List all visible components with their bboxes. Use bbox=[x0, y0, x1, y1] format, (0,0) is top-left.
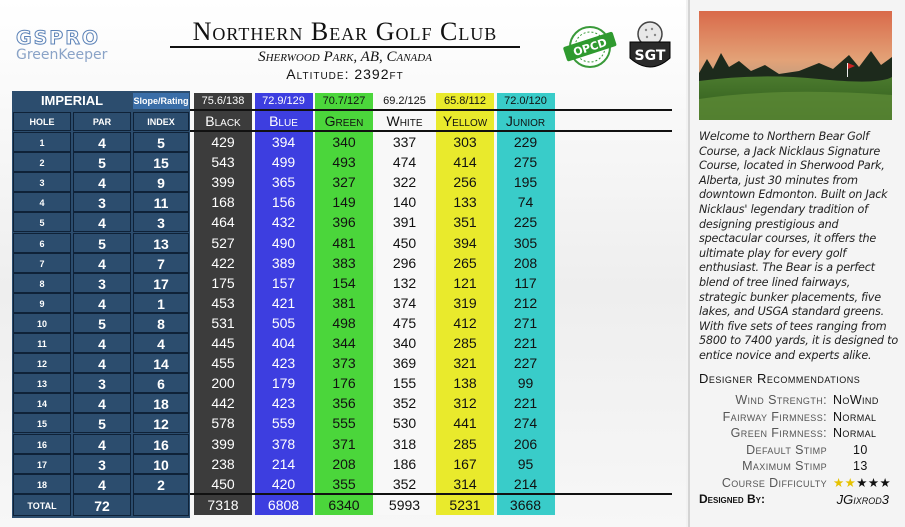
hole-yardage: 274 bbox=[513, 415, 538, 432]
tee-total-yardage: 5993 bbox=[388, 497, 421, 513]
club-altitude: Altitude: 2392ft bbox=[286, 66, 404, 82]
hole-yardage: 265 bbox=[453, 254, 477, 271]
difficulty-label: Course Difficulty bbox=[721, 475, 827, 490]
tee-column-green bbox=[315, 93, 373, 515]
hole-yardage: 441 bbox=[453, 415, 477, 432]
hole-yardage: 303 bbox=[453, 134, 477, 150]
hole-yardage: 374 bbox=[392, 294, 417, 311]
hole-yardage: 221 bbox=[513, 395, 538, 412]
green-value: Normal bbox=[833, 426, 877, 441]
club-location: Sherwood Park, AB, Canada bbox=[258, 49, 432, 65]
tee-column-junior bbox=[497, 93, 555, 515]
hole-par: 3 bbox=[73, 273, 131, 293]
hole-yardage: 414 bbox=[453, 154, 477, 171]
hole-yardage: 474 bbox=[392, 154, 417, 171]
hole-yardage: 445 bbox=[211, 335, 235, 351]
header-rule-bottom bbox=[190, 130, 672, 132]
hole-yardage: 140 bbox=[392, 194, 417, 211]
max-stimp-value: 13 bbox=[853, 459, 868, 474]
hole-yardage: 530 bbox=[392, 415, 417, 432]
total-label: TOTAL bbox=[13, 494, 71, 516]
hole-par: 4 bbox=[73, 474, 131, 494]
hole-yardage: 404 bbox=[271, 335, 296, 351]
hole-yardage: 322 bbox=[392, 174, 417, 191]
hole-yardage: 156 bbox=[271, 194, 296, 211]
hole-par: 5 bbox=[73, 152, 131, 172]
hole-yardage: 527 bbox=[211, 234, 235, 251]
hole-yardage: 505 bbox=[271, 314, 296, 331]
hole-index: 1 bbox=[133, 293, 189, 313]
svg-text:OPCD: OPCD bbox=[571, 35, 609, 60]
header-rule-top bbox=[190, 109, 672, 111]
tee-column-black bbox=[194, 93, 252, 515]
hole-yardage: 356 bbox=[332, 395, 356, 412]
rec-max-stimp bbox=[699, 458, 899, 475]
tee-name: White bbox=[386, 113, 423, 129]
hole-index: 13 bbox=[133, 233, 189, 253]
hole-number: 5 bbox=[13, 212, 71, 232]
hole-number: 4 bbox=[13, 192, 71, 212]
max-stimp-label: Maximum Stimp bbox=[742, 459, 827, 474]
hole-yardage: 200 bbox=[211, 375, 235, 392]
hole-index: 18 bbox=[133, 393, 189, 413]
hole-yardage: 394 bbox=[453, 234, 477, 251]
tee-column-blue bbox=[255, 93, 313, 515]
hole-yardage: 365 bbox=[271, 174, 296, 191]
hole-yardage: 206 bbox=[513, 435, 538, 452]
hole-yardage: 175 bbox=[211, 274, 235, 291]
hole-yardage: 121 bbox=[453, 274, 477, 291]
tee-name: Junior bbox=[505, 113, 546, 129]
tee-total-yardage: 5231 bbox=[449, 497, 481, 513]
hole-yardage: 351 bbox=[453, 214, 477, 231]
hole-par: 4 bbox=[73, 132, 131, 152]
green-label: Green Firmness: bbox=[730, 426, 827, 441]
hole-yardage: 195 bbox=[513, 174, 538, 191]
hole-yardage: 312 bbox=[453, 395, 477, 412]
tee-total-yardage: 6340 bbox=[328, 497, 360, 513]
hole-yardage: 340 bbox=[332, 134, 356, 150]
sgt-badge-icon bbox=[627, 18, 673, 76]
hole-yardage: 531 bbox=[211, 314, 235, 331]
hole-yardage: 578 bbox=[211, 415, 235, 432]
hole-par: 4 bbox=[73, 172, 131, 192]
hole-yardage: 399 bbox=[211, 435, 235, 452]
hole-yardage: 133 bbox=[453, 194, 477, 211]
hole-yardage: 464 bbox=[211, 214, 235, 231]
hole-yardage: 555 bbox=[332, 415, 356, 432]
tee-rating: 75.6/138 bbox=[201, 95, 245, 107]
col-hole-header: HOLE bbox=[13, 112, 71, 131]
hole-number: 17 bbox=[13, 454, 71, 474]
hole-number: 1 bbox=[13, 132, 71, 152]
hole-yardage: 396 bbox=[332, 214, 356, 231]
hole-yardage: 432 bbox=[271, 214, 296, 231]
hole-yardage: 214 bbox=[513, 475, 538, 492]
hole-yardage: 455 bbox=[211, 355, 235, 372]
hole-yardage: 149 bbox=[332, 194, 356, 211]
par-total: 72 bbox=[73, 494, 131, 516]
hole-index: 7 bbox=[133, 253, 189, 273]
stimp-label: Default Stimp bbox=[746, 442, 827, 457]
hole-number: 13 bbox=[13, 373, 71, 393]
hole-yardage: 499 bbox=[271, 154, 296, 171]
hole-index: 17 bbox=[133, 273, 189, 293]
hole-yardage: 285 bbox=[453, 335, 477, 351]
hole-yardage: 271 bbox=[513, 314, 538, 331]
hole-yardage: 369 bbox=[392, 355, 417, 372]
hole-yardage: 422 bbox=[211, 254, 235, 271]
hole-yardage: 132 bbox=[392, 274, 417, 291]
hole-yardage: 238 bbox=[211, 455, 235, 472]
hole-yardage: 453 bbox=[211, 294, 235, 311]
course-photo bbox=[699, 11, 892, 120]
hole-yardage: 95 bbox=[517, 455, 534, 472]
hole-index: 10 bbox=[133, 454, 189, 474]
hole-yardage: 155 bbox=[392, 375, 417, 392]
hole-yardage: 421 bbox=[271, 294, 296, 311]
hole-par: 4 bbox=[73, 393, 131, 413]
hole-yardage: 493 bbox=[332, 154, 356, 171]
hole-index: 3 bbox=[133, 212, 189, 232]
hole-par: 4 bbox=[73, 212, 131, 232]
tee-name: Green bbox=[324, 113, 364, 129]
tee-name: Yellow bbox=[442, 113, 488, 129]
hole-yardage: 442 bbox=[211, 395, 235, 412]
difficulty-stars-icon: ★★★★★ bbox=[833, 475, 892, 490]
hole-par: 4 bbox=[73, 253, 131, 273]
tee-column-white bbox=[376, 93, 434, 515]
hole-index: 11 bbox=[133, 192, 189, 212]
hole-yardage: 383 bbox=[332, 254, 356, 271]
hole-number: 8 bbox=[13, 273, 71, 293]
wind-value: NoWind bbox=[833, 393, 879, 407]
hole-index: 9 bbox=[133, 172, 189, 192]
hole-yardage: 340 bbox=[392, 335, 417, 351]
hole-number: 15 bbox=[13, 413, 71, 433]
hole-yardage: 285 bbox=[453, 435, 477, 452]
rec-fairway bbox=[699, 409, 899, 426]
tee-rating: 65.8/112 bbox=[443, 95, 486, 107]
logo-line2: GreenKeeper bbox=[16, 47, 108, 63]
tee-name: Blue bbox=[269, 113, 298, 129]
hole-number: 9 bbox=[13, 293, 71, 313]
hole-yardage: 99 bbox=[517, 375, 534, 392]
hole-number: 18 bbox=[13, 474, 71, 494]
hole-par: 5 bbox=[73, 413, 131, 433]
tee-column-yellow bbox=[436, 93, 494, 515]
logo-line1: GSPRO bbox=[16, 27, 100, 49]
gspro-logo bbox=[16, 29, 107, 63]
hole-yardage: 352 bbox=[392, 395, 417, 412]
hole-yardage: 186 bbox=[392, 455, 417, 472]
hole-yardage: 214 bbox=[271, 455, 296, 472]
slope-rating-label: Slope/Rating bbox=[133, 93, 189, 109]
tee-total-yardage: 6808 bbox=[267, 497, 300, 513]
scorecard-table bbox=[12, 91, 672, 518]
tee-rating: 72.0/120 bbox=[504, 95, 547, 107]
hole-yardage: 176 bbox=[332, 375, 356, 392]
hole-yardage: 371 bbox=[332, 435, 356, 452]
hole-yardage: 138 bbox=[453, 375, 477, 392]
tee-rating: 70.7/127 bbox=[322, 95, 366, 107]
wind-label: Wind Strength: bbox=[735, 393, 827, 407]
hole-yardage: 256 bbox=[453, 174, 477, 191]
hole-par: 3 bbox=[73, 373, 131, 393]
hole-yardage: 318 bbox=[392, 435, 417, 452]
hole-yardage: 296 bbox=[392, 254, 417, 271]
hole-yardage: 394 bbox=[271, 134, 296, 150]
hole-yardage: 74 bbox=[517, 194, 534, 211]
svg-text:SGT: SGT bbox=[634, 48, 666, 64]
hole-yardage: 481 bbox=[332, 234, 356, 251]
hole-par: 5 bbox=[73, 313, 131, 333]
hole-yardage: 319 bbox=[453, 294, 477, 311]
rec-wind bbox=[699, 392, 899, 409]
hole-number: 2 bbox=[13, 152, 71, 172]
tee-name: Black bbox=[205, 113, 241, 129]
hole-yardage: 157 bbox=[271, 274, 296, 291]
hole-number: 14 bbox=[13, 393, 71, 413]
fairway-label: Fairway Firmness: bbox=[722, 409, 827, 424]
hole-yardage: 305 bbox=[513, 234, 538, 251]
hole-yardage: 399 bbox=[211, 174, 235, 191]
hole-yardage: 450 bbox=[211, 475, 235, 492]
recommendations-list bbox=[699, 392, 899, 492]
hole-yardage: 208 bbox=[332, 455, 356, 472]
hole-par: 3 bbox=[73, 192, 131, 212]
hole-number: 10 bbox=[13, 313, 71, 333]
hole-index: 5 bbox=[133, 132, 189, 152]
hole-par: 4 bbox=[73, 434, 131, 454]
hole-index: 2 bbox=[133, 474, 189, 494]
hole-index: 8 bbox=[133, 313, 189, 333]
hole-yardage: 221 bbox=[513, 335, 538, 351]
tee-total-yardage: 3668 bbox=[509, 497, 542, 513]
hole-yardage: 337 bbox=[392, 134, 417, 150]
hole-yardage: 208 bbox=[513, 254, 538, 271]
hole-yardage: 423 bbox=[271, 395, 296, 412]
hole-yardage: 229 bbox=[513, 134, 538, 150]
hole-number: 7 bbox=[13, 253, 71, 273]
hole-yardage: 275 bbox=[513, 154, 538, 171]
stimp-value: 10 bbox=[853, 442, 868, 457]
hole-number: 6 bbox=[13, 233, 71, 253]
hole-index: 12 bbox=[133, 413, 189, 433]
hole-yardage: 352 bbox=[392, 475, 417, 492]
hole-yardage: 167 bbox=[453, 455, 477, 472]
hole-index: 16 bbox=[133, 434, 189, 454]
club-name: Northern Bear Golf Club bbox=[192, 17, 498, 46]
hole-par: 4 bbox=[73, 353, 131, 373]
hole-index: 6 bbox=[133, 373, 189, 393]
fairway-value: Normal bbox=[833, 409, 877, 424]
hole-yardage: 391 bbox=[392, 214, 417, 231]
designer-label: Designed By: bbox=[699, 492, 766, 506]
hole-yardage: 381 bbox=[332, 294, 356, 311]
hole-yardage: 344 bbox=[332, 335, 356, 351]
hole-number: 16 bbox=[13, 434, 71, 454]
hole-index: 4 bbox=[133, 333, 189, 353]
opcd-badge-icon bbox=[560, 24, 620, 70]
hole-index: 14 bbox=[133, 353, 189, 373]
hole-yardage: 559 bbox=[271, 415, 296, 432]
hole-yardage: 314 bbox=[453, 475, 477, 492]
hole-yardage: 227 bbox=[513, 355, 538, 372]
course-header bbox=[160, 18, 530, 83]
recommendations-title: Designer Recommendations bbox=[699, 371, 861, 386]
hole-yardage: 543 bbox=[211, 154, 235, 171]
hole-yardage: 355 bbox=[332, 475, 356, 492]
designer-line bbox=[699, 492, 889, 507]
tee-rating: 72.9/129 bbox=[262, 95, 305, 107]
col-par-header: PAR bbox=[73, 112, 131, 131]
hole-yardage: 225 bbox=[513, 214, 538, 231]
index-total-blank bbox=[133, 494, 189, 516]
designer-value: JGixrod3 bbox=[836, 492, 889, 507]
units-label: IMPERIAL bbox=[40, 93, 104, 108]
hole-yardage: 429 bbox=[211, 134, 235, 150]
hole-yardage: 327 bbox=[332, 174, 356, 191]
hole-par: 4 bbox=[73, 333, 131, 353]
hole-yardage: 154 bbox=[332, 274, 356, 291]
hole-yardage: 373 bbox=[332, 355, 356, 372]
tee-total-yardage: 7318 bbox=[207, 497, 239, 513]
hole-number: 3 bbox=[13, 172, 71, 192]
hole-yardage: 212 bbox=[513, 294, 538, 311]
hole-index: 15 bbox=[133, 152, 189, 172]
rec-difficulty bbox=[699, 475, 899, 492]
hole-yardage: 321 bbox=[453, 355, 477, 372]
hole-yardage: 475 bbox=[392, 314, 417, 331]
hole-yardage: 168 bbox=[211, 194, 235, 211]
hole-number: 12 bbox=[13, 353, 71, 373]
rec-stimp bbox=[699, 442, 899, 459]
col-index-header: INDEX bbox=[133, 112, 189, 131]
course-description: Welcome to Northern Bear Golf Course, a Jack Nicklaus Signature Course, located in Sherwood Park, Alberta, just 30 minutes from downtown Edmonton. Built on Jack Nicklaus' legendary tradition of designing prestigious and spectacular courses, it offers the ultimate play for every golf enthusiast. The Bear is a perfect blend of tree lined fairways, strategic bunker placements, five lakes, and USGA standard greens. With five sets of tees ranging from 5800 to 7400 yards, it is designed to entice novice and experts alike. bbox=[699, 130, 898, 362]
hole-yardage: 412 bbox=[453, 314, 477, 331]
hole-yardage: 420 bbox=[271, 475, 296, 492]
hole-yardage: 498 bbox=[332, 314, 356, 331]
hole-par: 4 bbox=[73, 293, 131, 313]
total-rule bbox=[190, 493, 672, 495]
hole-yardage: 423 bbox=[271, 355, 296, 372]
hole-yardage: 490 bbox=[271, 234, 296, 251]
rec-green bbox=[699, 425, 899, 442]
hole-yardage: 389 bbox=[271, 254, 296, 271]
hole-par: 3 bbox=[73, 454, 131, 474]
hole-yardage: 117 bbox=[514, 274, 537, 291]
hole-yardage: 378 bbox=[271, 435, 296, 452]
hole-number: 11 bbox=[13, 333, 71, 353]
hole-par: 5 bbox=[73, 233, 131, 253]
tee-rating: 69.2/125 bbox=[383, 95, 426, 107]
hole-yardage: 179 bbox=[271, 375, 296, 392]
hole-yardage: 450 bbox=[392, 234, 417, 251]
